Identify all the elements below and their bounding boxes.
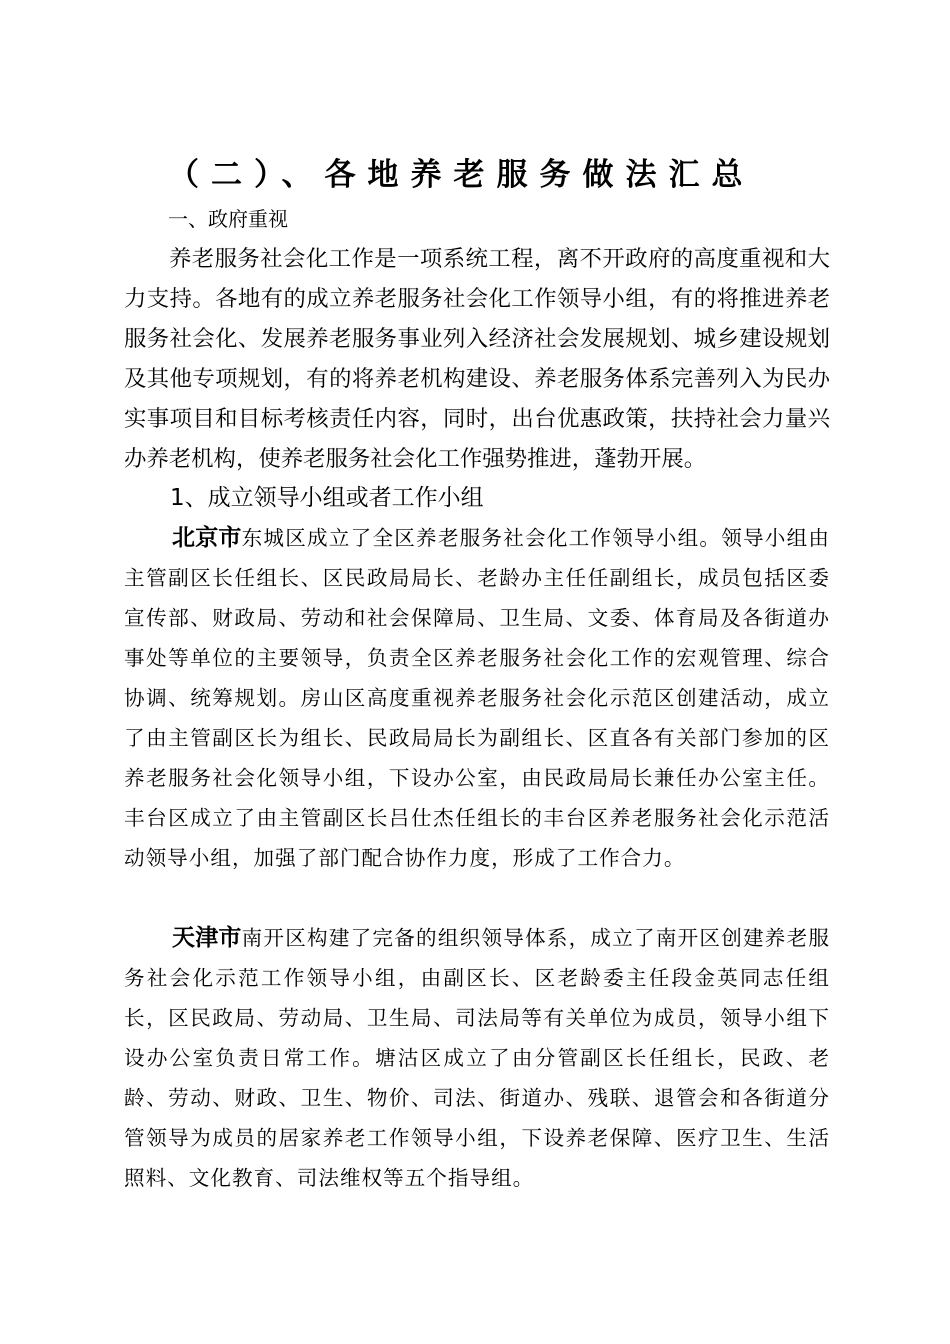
subheading: 1、成立领导小组或者工作小组 [170, 485, 484, 511]
city-name-beijing: 北京市 [172, 525, 242, 551]
intro-paragraph: 养老服务社会化工作是一项系统工程，离不开政府的高度重视和大力支持。各地有的成立养老服务社会化工作领导小组，有的将推进养老服务社会化、发展养老服务事业列入经济社会发展规划、城乡建设规划及其他专项规划，有的将养老机构建设、养老服务体系完善列入为民办实事项目和目标考核责任内容，同时，出台优惠政策，扶持社会力量兴办养老机构，使养老服务社会化工作强势推进，蓬勃开展。 [124, 246, 830, 472]
paragraph-text: 东城区成立了全区养老服务社会化工作领导小组。领导小组由主管副区长任组长、区民政局局长、老龄办主任任副组长，成员包括区委宣传部、财政局、劳动和社会保障局、卫生局、文委、体育局及各街道办事处等单位的主要领导，负责全区养老服务社会化工作的宏观管理、综合协调、统筹规划。房山区高度重视养老服务社会化示范区创建活动，成立了由主管副区长为组长、民政局局长为副组长、区直各有关部门参加的区养老服务社会化领导小组，下设办公室，由民政局局长兼任办公室主任。丰台区成立了由主管副区长吕仕杰任组长的丰台区养老服务社会化示范活动领导小组，加强了部门配合协作力度，形成了工作合力。 [124, 526, 831, 870]
city-name-tianjin: 天津市 [172, 925, 242, 951]
page-title: （二）、各地养老服务做法汇总 [168, 157, 755, 193]
paragraph-text: 南开区构建了完备的组织领导体系，成立了南开区创建养老服务社会化示范工作领导小组，由副区长、区老龄委主任段金英同志任组长，区民政局、劳动局、卫生局、司法局等有关单位为成员，领导小组下设办公室负责日常工作。塘沽区成立了由分管副区长任组长，民政、老龄、劳动、财政、卫生、物价、司法、街道办、残联、退管会和各街道分管领导为成员的居家养老工作领导小组，下设养老保障、医疗卫生、生活照料、文化教育、司法维权等五个指导组。 [124, 926, 831, 1190]
section-heading: 一、政府重视 [168, 207, 288, 231]
paragraph-beijing [124, 518, 830, 878]
paragraph-tianjin [124, 918, 830, 1198]
